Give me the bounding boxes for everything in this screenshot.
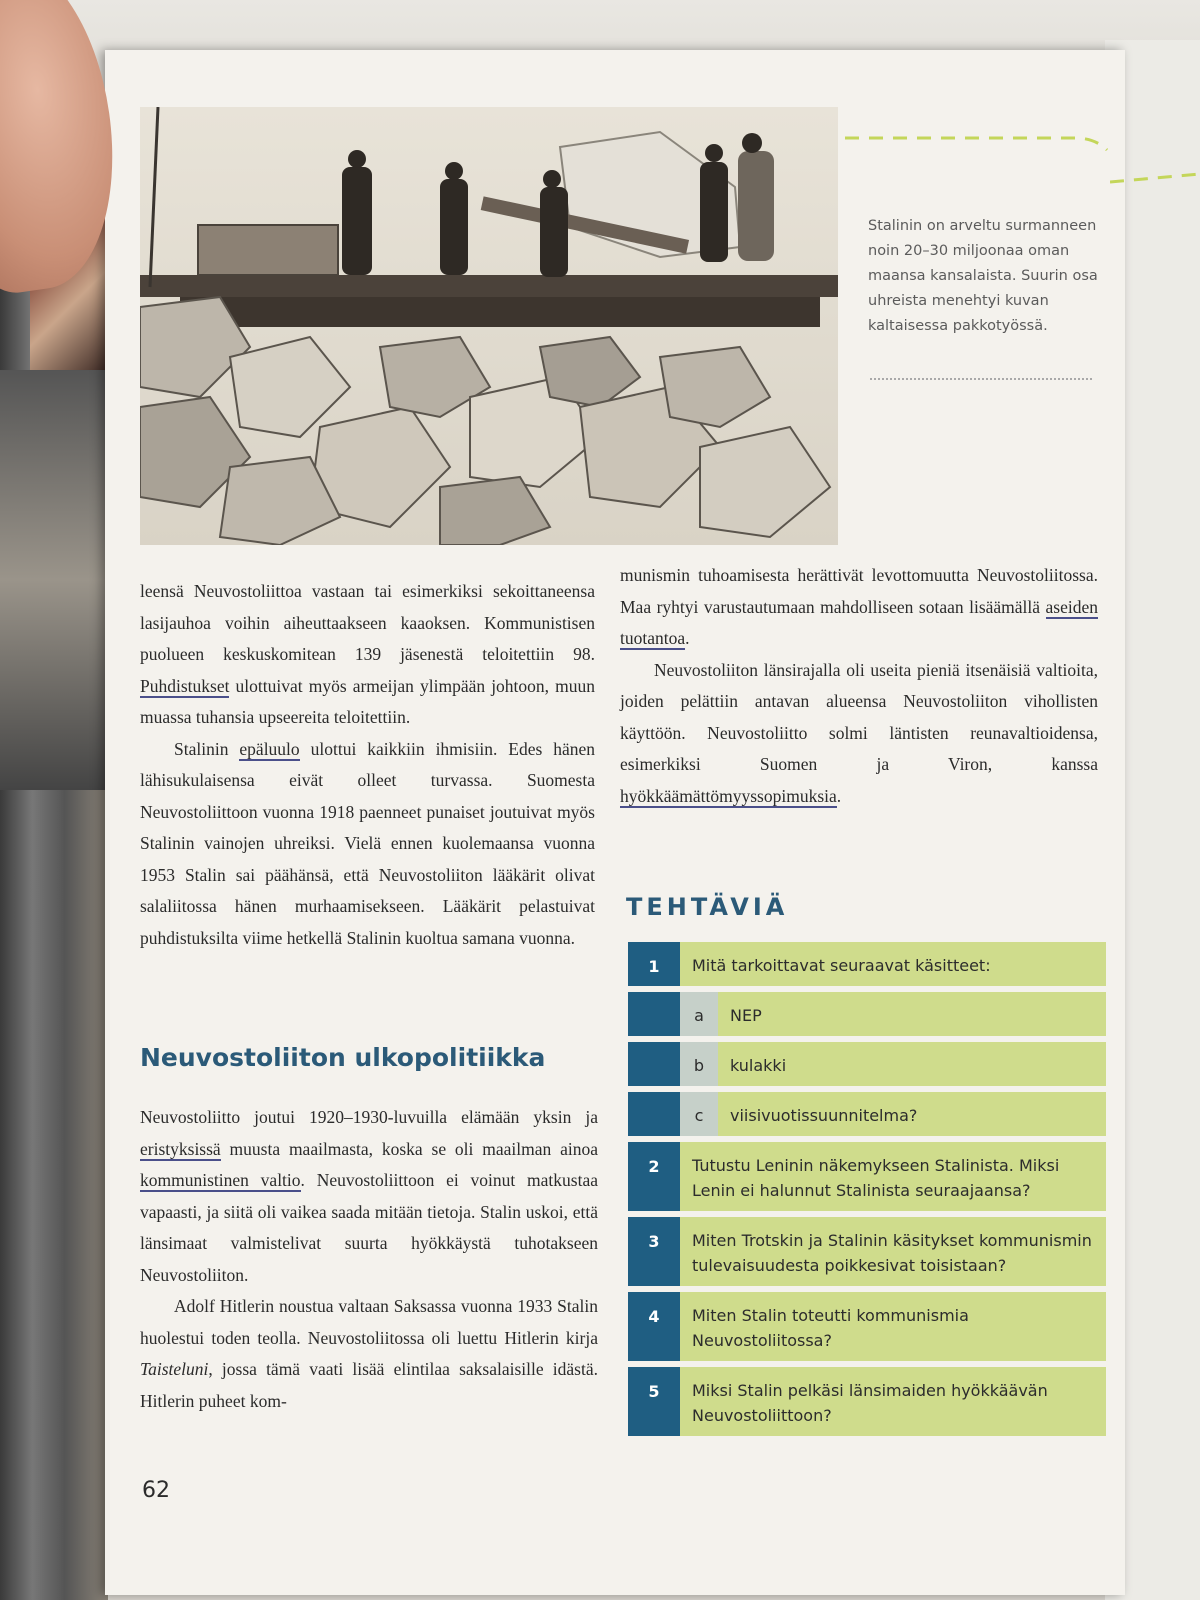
photo-illustration — [140, 107, 838, 545]
task-text: Miksi Stalin pelkäsi länsimaiden hyökkäävän Neuvostoliittoon? — [692, 1381, 1048, 1425]
task-row-1b — [628, 1042, 1106, 1086]
task-number-blank — [628, 1042, 680, 1086]
caption-divider — [870, 378, 1092, 380]
task-number: 1 — [628, 942, 680, 986]
section-heading: Neuvostoliiton ulkopolitiikka — [140, 1043, 546, 1072]
task-row-4 — [628, 1292, 1106, 1361]
caption-dash-line-right — [1110, 170, 1200, 184]
forced-labour-photo — [140, 107, 838, 545]
task-text: Mitä tarkoittavat seuraavat käsitteet: — [692, 956, 991, 975]
task-number: 3 — [628, 1217, 680, 1286]
task-number-blank — [628, 1092, 680, 1136]
task-text: viisivuotissuunnitelma? — [730, 1106, 918, 1125]
task-number: 4 — [628, 1292, 680, 1361]
underlined-term-communist-state: kommunistinen valtio — [140, 1170, 301, 1190]
task-text: kulakki — [730, 1056, 787, 1075]
task-row-3 — [628, 1217, 1106, 1286]
task-number: 5 — [628, 1367, 680, 1436]
paragraph-isolation: Neuvostoliitto joutui 1920–1930-luvuilla elämään yksin ja eristyksissä muusta maailmasta, koska se oli maailman ainoa kommunistinen valtio. Neuvostoliittoon ei voinut matkustaa vapaasti, ja siitä oli vaikea saada mitään tietoja. Stalin uskoi, että länsimaat valmistelivat suurta hyökkäystä tuhotakseen Neuvostoliiton. — [140, 1107, 598, 1285]
underlined-term-non-aggression: hyökkäämättömyyssopimuksia — [620, 785, 837, 806]
task-text: Miten Trotskin ja Stalinin käsitykset kommunismin tulevaisuudesta poikkesivat toisistaan? — [692, 1231, 1092, 1275]
task-row-1a — [628, 992, 1106, 1036]
task-row-1c — [628, 1092, 1106, 1136]
previous-page-image-lower — [0, 370, 108, 790]
task-letter: b — [680, 1042, 718, 1086]
task-letter: c — [680, 1092, 718, 1136]
underlined-term-arms-production: aseiden tuotantoa — [620, 596, 1098, 648]
left-column-upper — [140, 576, 595, 954]
photo-caption: Stalinin on arveltu surmanneen noin 20–30 miljoonaa oman maansa kansalaista. Suurin osa uhreista menehtyi kuvan kaltaisessa pakkotyössä. — [868, 218, 1098, 334]
caption-dash-line — [845, 130, 1110, 152]
right-column — [620, 560, 1098, 812]
task-number: 2 — [628, 1142, 680, 1211]
paragraph-border-states: Neuvostoliiton länsirajalla oli useita pieniä itsenäisiä valtioita, joiden pelättiin antavan alueensa Neuvostoliiton vihollisten käyttöön. Neuvostoliitto solmi läntisten reunavaltioidensa, esimerkiksi Suomen ja Viron, kanssa hyökkäämättömyyssopimuksia. — [620, 659, 1098, 806]
task-letter: a — [680, 992, 718, 1036]
task-row-1 — [628, 942, 1106, 986]
underlined-term-purges: Puhdistukset — [140, 675, 230, 696]
task-number-blank — [628, 992, 680, 1036]
page-number: 62 — [142, 1478, 170, 1503]
task-text: Tutustu Leninin näkemykseen Stalinista. Miksi Lenin ei halunnut Stalinista seuraajaansa? — [692, 1156, 1060, 1200]
left-column-lower — [140, 1102, 598, 1417]
underlined-term-suspicion: epäluulo — [239, 738, 300, 759]
task-row-5 — [628, 1367, 1106, 1436]
underlined-term-isolation: eristyksissä — [140, 1138, 221, 1159]
paragraph-suspicion: Stalinin epäluulo ulottui kaikkiin ihmisiin. Edes hänen lähisukulaisensa eivät olleet turvassa. Suomesta Neuvostoliittoon vuonna 1918 paenneet punaiset joutuivat myös Stalinin vainojen uhreiksi. Vielä ennen kuolemaansa vuonna 1953 Stalin sai päähänsä, että Neuvostoliiton lääkärit olivat salaliitossa hänen murhaamisekseen. Lääkärit pelastuivat puhdistuksilta viime hetkellä Stalinin kuoltua samana vuonna. — [140, 738, 596, 948]
tasks-title: TEHTÄVIÄ — [626, 893, 789, 921]
tasks-list — [628, 942, 1106, 1442]
paragraph-hitler: Adolf Hitlerin noustua valtaan Saksassa vuonna 1933 Stalin huolestui toden teolla. Neuvostoliitossa oli luettu Hitlerin kirja Taisteluni, jossa tämä vaati lisää elintilaa saksalaisille idästä. Hitlerin puheet kom- — [140, 1296, 598, 1411]
task-row-2 — [628, 1142, 1106, 1211]
paragraph-purges: leensä Neuvostoliittoa vastaan tai esimerkiksi sekoittaneensa lasijauhoa voihin aiheuttaakseen kaaoksen. Kommunistisen puolueen keskuskomitean 139 jäsenestä teloitettiin 98. Puhdistukset ulottuivat myös armeijan ylimpään johtoon, muun muassa tuhansia upseereita teloitettiin. — [140, 581, 595, 727]
paragraph-armament: munismin tuhoamisesta herättivät levottomuutta Neuvostoliitossa. Maa ryhtyi varustautumaan mahdolliseen sotaan lisäämällä aseiden tuotantoa. — [620, 565, 1098, 648]
task-text: Miten Stalin toteutti kommunismia Neuvostoliitossa? — [692, 1306, 969, 1350]
task-text: NEP — [730, 1006, 762, 1025]
book-title: Taisteluni — [140, 1359, 209, 1379]
previous-page-strip — [0, 110, 108, 1600]
